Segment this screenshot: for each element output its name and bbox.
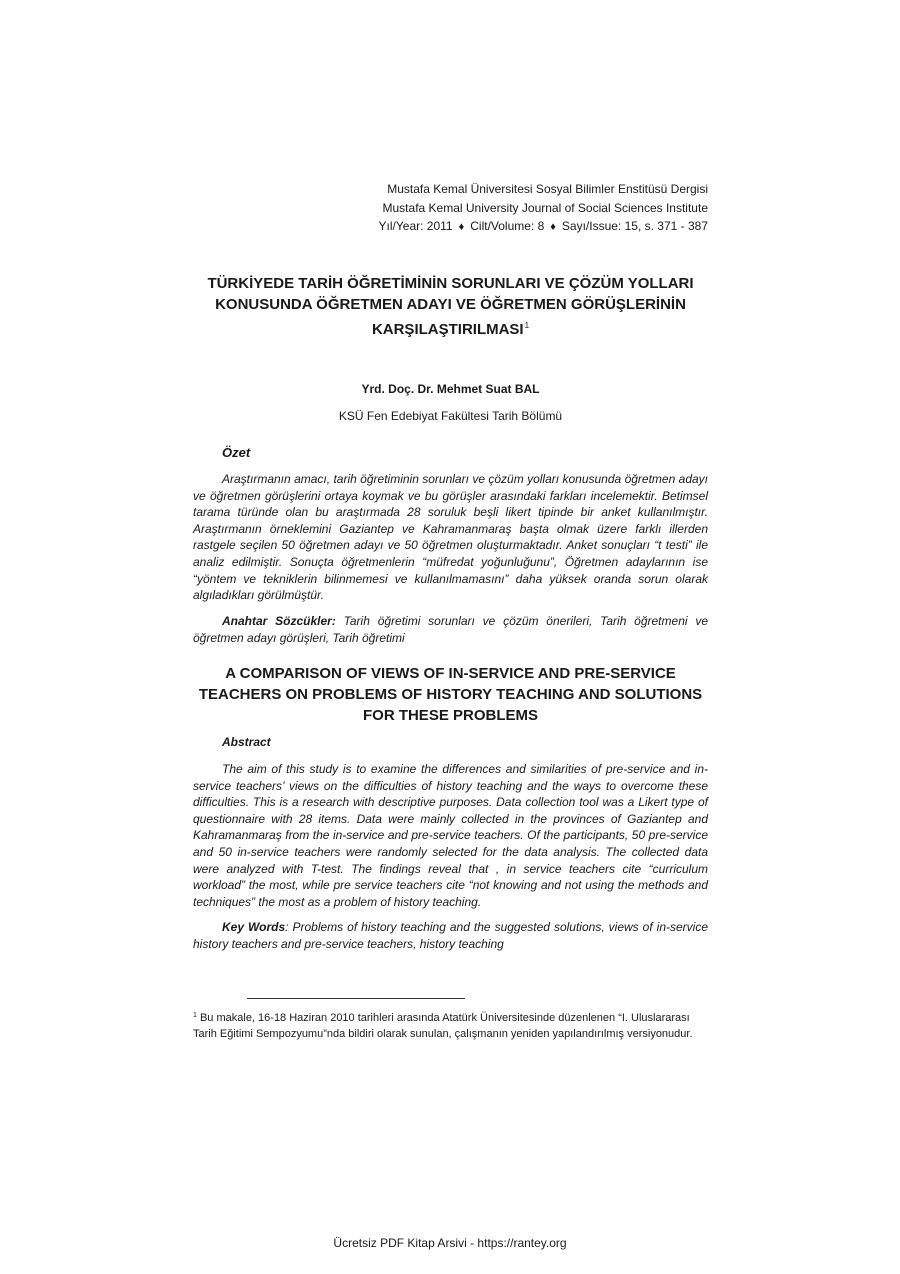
abstract-text: The aim of this study is to examine the differences and similarities of pre-service and in-service teachers’ views on the difficulties of history teaching and the ways to overcome these difficulties. This is a research with descriptive purposes. Data collection tool was a Likert type of questionnaire with 28 items. Data were mainly collected in the provinces of Gaziantep and Kahramanmaraş from the in-service and pre-service teachers. Of the participants, 50 pre-service and 50 in-service teachers were randomly selected for the data analysis. The collected data were analyzed with T-test. The findings reveal that , in service teachers cite “curriculum workload” the most, while pre service teachers cite “not knowing and not using the methods and techniques” the most as a problem of history teaching. — [193, 762, 708, 909]
journal-header — [379, 180, 708, 237]
ozet-body — [193, 471, 708, 604]
author-affiliation: KSÜ Fen Edebiyat Fakültesi Tarih Bölümü — [338, 409, 563, 423]
ozet-keywords — [193, 613, 708, 646]
title-tr-line-3: KARŞILAŞTIRILMASI — [371, 321, 524, 338]
abstract-heading: Abstract — [222, 735, 271, 749]
page-footer: Ücretsiz PDF Kitap Arsivi - https://rantey.org — [333, 1236, 567, 1250]
title-en-line-1: A COMPARISON OF VIEWS OF IN-SERVICE AND PRE-SERVICE — [225, 665, 676, 682]
ozet-heading: Özet — [222, 445, 251, 460]
article-title-en — [193, 663, 708, 726]
keywords-label-tr: Anahtar Sözcükler: — [222, 614, 336, 628]
diamond-separator-icon: ♦ — [458, 221, 465, 233]
footnote-text: Bu makale, 16-18 Haziran 2010 tarihleri arasında Atatürk Üniversitesinde düzenlenen “I. Uluslararası Tarih Eğitimi Sempozyumu”nda bildiri olarak sunulan, çalışmanın yeniden yapılandırılmış versiyonudur. — [193, 1012, 693, 1040]
journal-volume: Cilt/Volume: 8 — [470, 219, 545, 233]
title-en-line-2: TEACHERS ON PROBLEMS OF HISTORY TEACHING AND SOLUTIONS — [198, 686, 703, 703]
journal-issue: Sayı/Issue: 15, s. 371 - 387 — [561, 219, 708, 233]
title-tr-line-2: KONUSUNDA ÖĞRETMEN ADAYI VE ÖĞRETMEN GÖRÜŞLERİNİN — [215, 296, 686, 313]
ozet-text: Araştırmanın amacı, tarih öğretiminin sorunları ve çözüm yolları konusunda öğretmen adayı ve öğretmen görüşlerini ortaya koymak ve bu görüşler arasındaki farkları incelemektir. Betimsel tarama türünde olan bu araştırmada 28 soruluk beşli likert tipinde bir anket kullanılmıştır. Araştırmanın örneklemini Gaziantep ve Kahramanmaraş başta olmak üzere farklı illerden rastgele seçilen 50 öğretmen adayı ve 50 öğretmen oluşturmaktadır. Anket sonuçları “t testi” ile analiz edilmiştir. Sonuçta öğretmenlerin “müfredat yoğunluğunu”, Öğretmen adaylarının ise “yöntem ve tekniklerin bilinmemesi ve kullanılmamasını” daha yüksek oranda sorun olarak algıladıkları görülmüştür. — [193, 472, 708, 603]
keywords-en: : Problems of history teaching and the suggested solutions, views of in-service history teachers and pre-service teachers, history teaching — [193, 920, 709, 951]
author-name: Yrd. Doç. Dr. Mehmet Suat BAL — [361, 382, 540, 396]
journal-year: Yıl/Year: 2011 — [378, 219, 453, 233]
diamond-separator-icon: ♦ — [550, 221, 556, 233]
keywords-tr: Tarih öğretimi sorunları ve çözüm önerileri, Tarih öğretmeni ve öğretmen adayı görüşleri, Tarih öğretimi — [193, 614, 709, 645]
abstract-keywords — [193, 919, 708, 952]
footnote-reference[interactable]: 1 — [524, 321, 530, 330]
article-title-tr — [193, 273, 708, 340]
title-tr-line-1: TÜRKİYEDE TARİH ÖĞRETİMİNİN SORUNLARI VE ÇÖZÜM YOLLARI — [207, 275, 694, 292]
journal-name-en: Mustafa Kemal University Journal of Social Sciences Institute — [382, 200, 708, 215]
abstract-body — [193, 761, 708, 910]
journal-name-tr: Mustafa Kemal Üniversitesi Sosyal Bilimler Enstitüsü Dergisi — [387, 182, 708, 196]
journal-issue-info — [379, 217, 708, 237]
keywords-label-en: Key Words — [222, 920, 286, 934]
footnote-mark: 1 — [193, 1012, 197, 1019]
title-en-line-3: FOR THESE PROBLEMS — [362, 707, 538, 724]
footnote-divider — [247, 998, 465, 999]
footnote — [193, 1008, 708, 1042]
